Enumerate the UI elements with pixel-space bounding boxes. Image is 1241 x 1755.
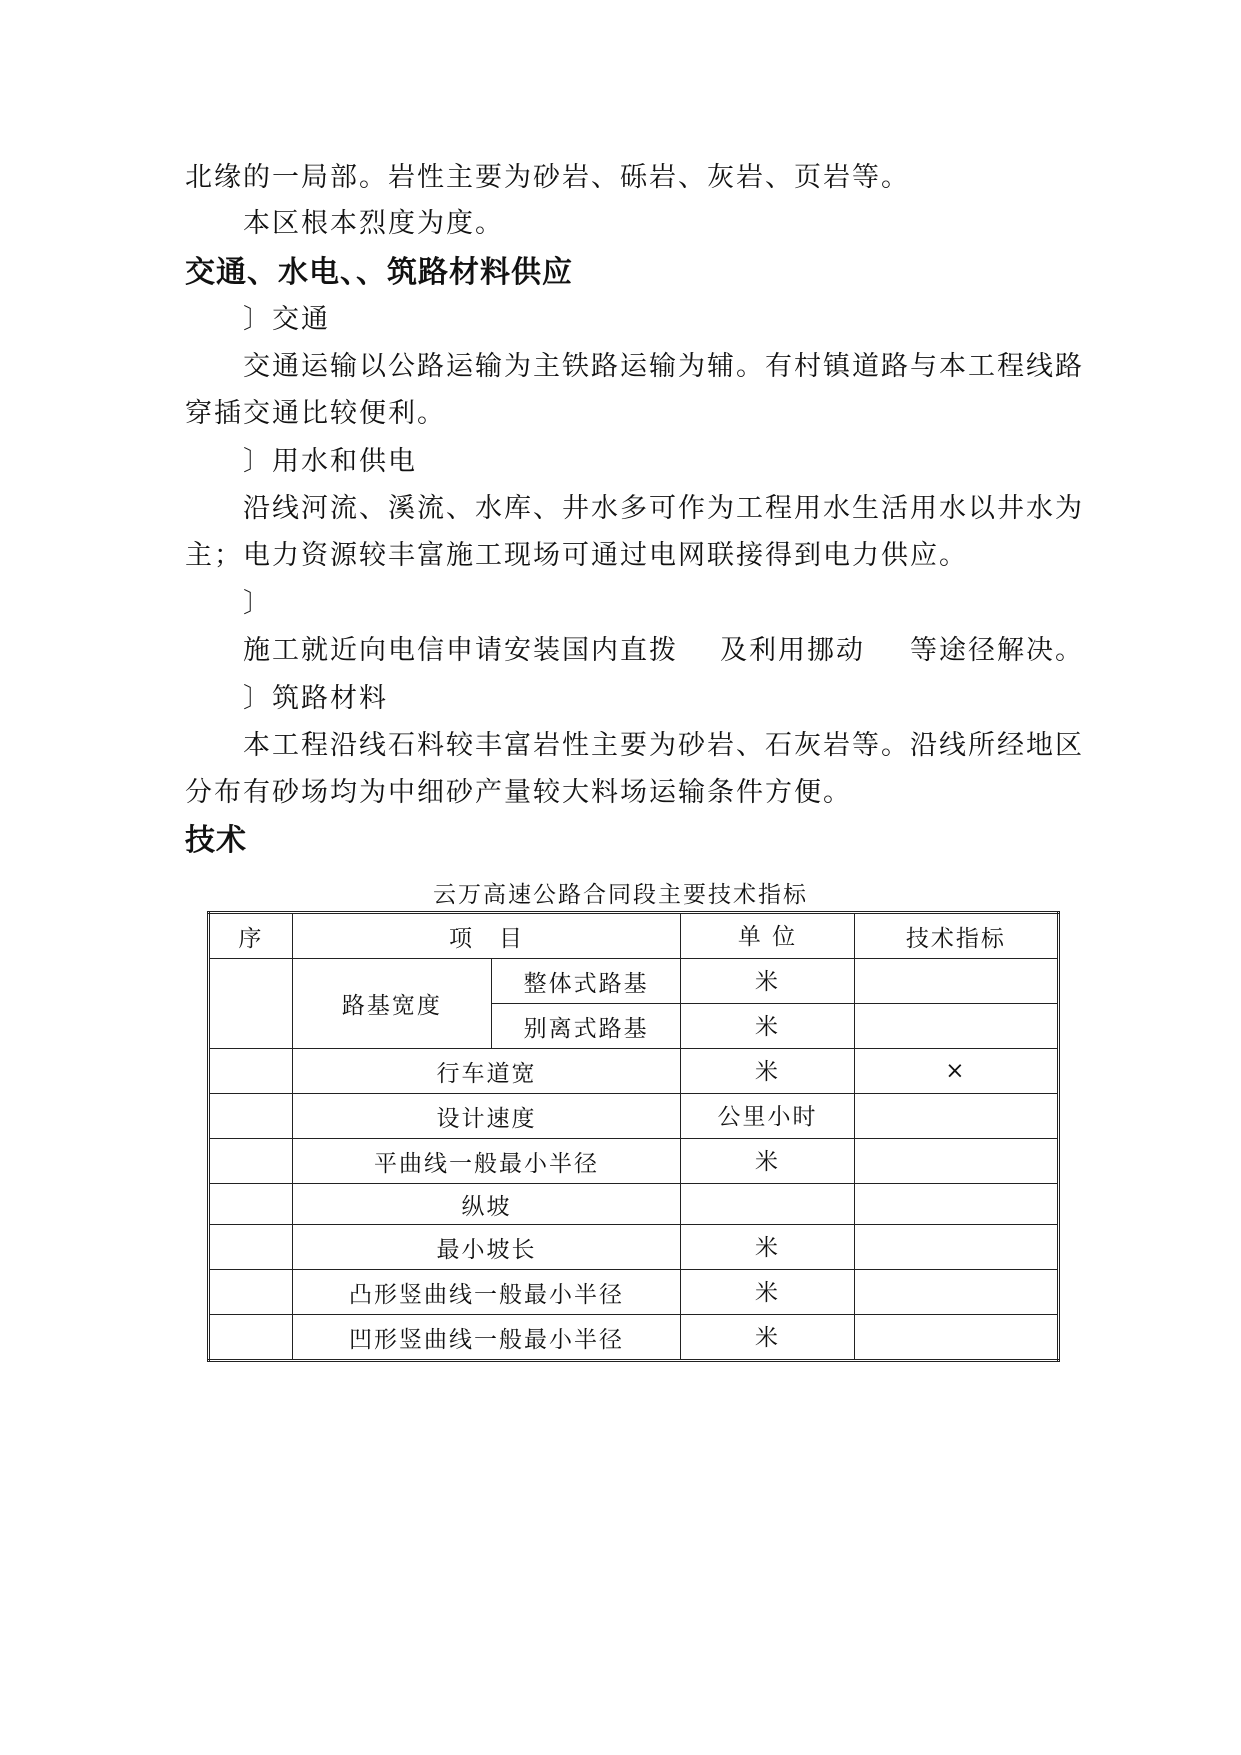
paragraph-telecom-1: 施工就近向电信申请安装国内直拨 bbox=[243, 635, 678, 666]
item-grade: 纵坡 bbox=[292, 1184, 681, 1225]
index-cell bbox=[854, 1094, 1058, 1139]
item-convex-curve: 凸形竖曲线一般最小半径 bbox=[292, 1270, 681, 1315]
seq-cell bbox=[209, 1139, 293, 1184]
heading-technical: 技术 bbox=[185, 823, 247, 858]
item-integral-subgrade: 整体式路基 bbox=[492, 959, 681, 1004]
paragraph-telecom-3: 等途径解决。 bbox=[910, 635, 1084, 666]
unit-cell: 米 bbox=[681, 1270, 854, 1315]
unit-cell: 公里小时 bbox=[681, 1094, 854, 1139]
paragraph-telecom-2: 及利用挪动 bbox=[720, 635, 865, 666]
heading-transport-utilities: 交通、水电、、筑路材料供应 bbox=[185, 255, 573, 290]
paragraph-water-2: 主；电力资源较丰富施工现场可通过电网联接得到电力供应。 bbox=[185, 540, 968, 571]
index-cell bbox=[854, 1270, 1058, 1315]
index-cell bbox=[854, 1225, 1058, 1270]
index-cell bbox=[854, 1004, 1058, 1049]
table-caption: 云万高速公路合同段主要技术指标 bbox=[433, 882, 808, 908]
seq-cell bbox=[209, 1094, 293, 1139]
index-cell bbox=[854, 959, 1058, 1004]
item-design-speed: 设计速度 bbox=[292, 1094, 681, 1139]
unit-cell: 米 bbox=[681, 1139, 854, 1184]
unit-cell: 米 bbox=[681, 1049, 854, 1094]
subheading-transport: 〕交通 bbox=[243, 304, 330, 335]
item-concave-curve: 凹形竖曲线一般最小半径 bbox=[292, 1315, 681, 1361]
seq-cell bbox=[209, 1225, 293, 1270]
header-unit: 单 位 bbox=[681, 913, 854, 959]
paragraph-materials-1: 本工程沿线石料较丰富岩性主要为砂岩、石灰岩等。沿线所经地区 bbox=[243, 730, 1084, 761]
unit-cell bbox=[681, 1184, 854, 1225]
unit-cell: 米 bbox=[681, 1315, 854, 1361]
subheading-water-power: 〕用水和供电 bbox=[243, 446, 417, 477]
paragraph-materials-2: 分布有砂场均为中细砂产量较大料场运输条件方便。 bbox=[185, 777, 852, 808]
table-row bbox=[209, 1225, 1059, 1270]
paragraph-transport-1: 交通运输以公路运输为主铁路运输为辅。有村镇道路与本工程线路 bbox=[243, 351, 1084, 382]
unit-cell: 米 bbox=[681, 1225, 854, 1270]
index-cell bbox=[854, 1139, 1058, 1184]
item-curve-radius: 平曲线一般最小半径 bbox=[292, 1139, 681, 1184]
index-cell bbox=[854, 1184, 1058, 1225]
table-row bbox=[209, 1184, 1059, 1225]
subheading-telecom: 〕 bbox=[243, 588, 272, 619]
item-subgrade-width: 路基宽度 bbox=[292, 959, 491, 1049]
index-cell: × bbox=[854, 1049, 1058, 1094]
unit-cell: 米 bbox=[681, 1004, 854, 1049]
item-lane-width: 行车道宽 bbox=[292, 1049, 681, 1094]
seq-cell bbox=[209, 1315, 293, 1361]
item-separated-subgrade: 别离式路基 bbox=[492, 1004, 681, 1049]
table-row bbox=[209, 1139, 1059, 1184]
table-row bbox=[209, 1315, 1059, 1361]
paragraph-water-1: 沿线河流、溪流、水库、井水多可作为工程用水生活用水以井水为 bbox=[243, 493, 1084, 524]
header-item: 项 目 bbox=[292, 913, 681, 959]
seq-cell bbox=[209, 1049, 293, 1094]
seq-cell bbox=[209, 1184, 293, 1225]
index-cell bbox=[854, 1315, 1058, 1361]
header-index: 技术指标 bbox=[854, 913, 1058, 959]
table-row bbox=[209, 959, 1059, 1004]
subheading-materials: 〕筑路材料 bbox=[243, 683, 388, 714]
table-row bbox=[209, 1270, 1059, 1315]
seq-cell bbox=[209, 959, 293, 1049]
table-row bbox=[209, 1094, 1059, 1139]
item-min-grade-length: 最小坡长 bbox=[292, 1225, 681, 1270]
table-header-row bbox=[209, 913, 1059, 959]
table-row bbox=[209, 1049, 1059, 1094]
unit-cell: 米 bbox=[681, 959, 854, 1004]
paragraph-geology-end: 北缘的一局部。岩性主要为砂岩、砾岩、灰岩、页岩等。 bbox=[185, 162, 910, 193]
technical-index-table bbox=[207, 911, 1060, 1362]
paragraph-seismic: 本区根本烈度为度。 bbox=[243, 208, 504, 239]
header-seq: 序 bbox=[209, 913, 293, 959]
paragraph-transport-2: 穿插交通比较便利。 bbox=[185, 398, 446, 429]
seq-cell bbox=[209, 1270, 293, 1315]
